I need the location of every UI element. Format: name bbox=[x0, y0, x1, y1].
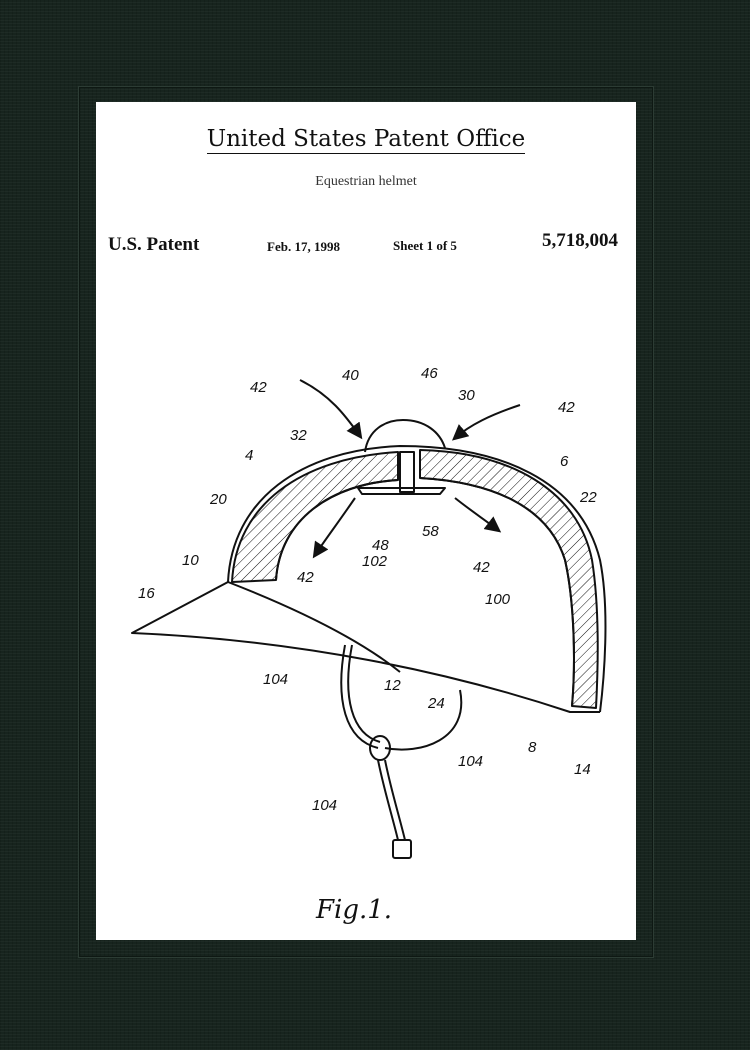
label: 12 bbox=[384, 677, 401, 694]
label: 58 bbox=[422, 523, 439, 540]
helmet-visor bbox=[132, 582, 600, 712]
label: 6 bbox=[560, 453, 569, 470]
label: 102 bbox=[362, 553, 388, 570]
label: 24 bbox=[428, 695, 445, 712]
label: 22 bbox=[580, 489, 597, 506]
label: 14 bbox=[574, 761, 591, 778]
label: 4 bbox=[245, 447, 254, 464]
label: 8 bbox=[528, 739, 537, 756]
document-title: United States Patent Office bbox=[206, 126, 526, 152]
label: 100 bbox=[485, 591, 511, 608]
label: 16 bbox=[138, 585, 155, 602]
label: 42 bbox=[297, 569, 314, 586]
label: 104 bbox=[312, 797, 338, 814]
label: 46 bbox=[421, 365, 438, 382]
label: 42 bbox=[558, 399, 575, 416]
label: 104 bbox=[263, 671, 289, 688]
figure-caption: Fig.1. bbox=[316, 895, 393, 925]
label: 48 bbox=[372, 537, 389, 554]
label: 20 bbox=[210, 491, 227, 508]
sheet-number: Sheet 1 of 5 bbox=[393, 238, 457, 253]
label: 10 bbox=[182, 552, 199, 569]
label: 42 bbox=[250, 379, 267, 396]
document-subtitle: Equestrian helmet bbox=[315, 174, 417, 189]
label: 104 bbox=[458, 753, 484, 770]
patent-number: 5,718,004 bbox=[542, 230, 618, 251]
patent-label: U.S. Patent bbox=[108, 234, 200, 255]
label: 42 bbox=[473, 559, 490, 576]
label: 30 bbox=[458, 387, 475, 404]
patent-date: Feb. 17, 1998 bbox=[267, 239, 340, 254]
label: 40 bbox=[342, 367, 359, 384]
label: 32 bbox=[290, 427, 307, 444]
